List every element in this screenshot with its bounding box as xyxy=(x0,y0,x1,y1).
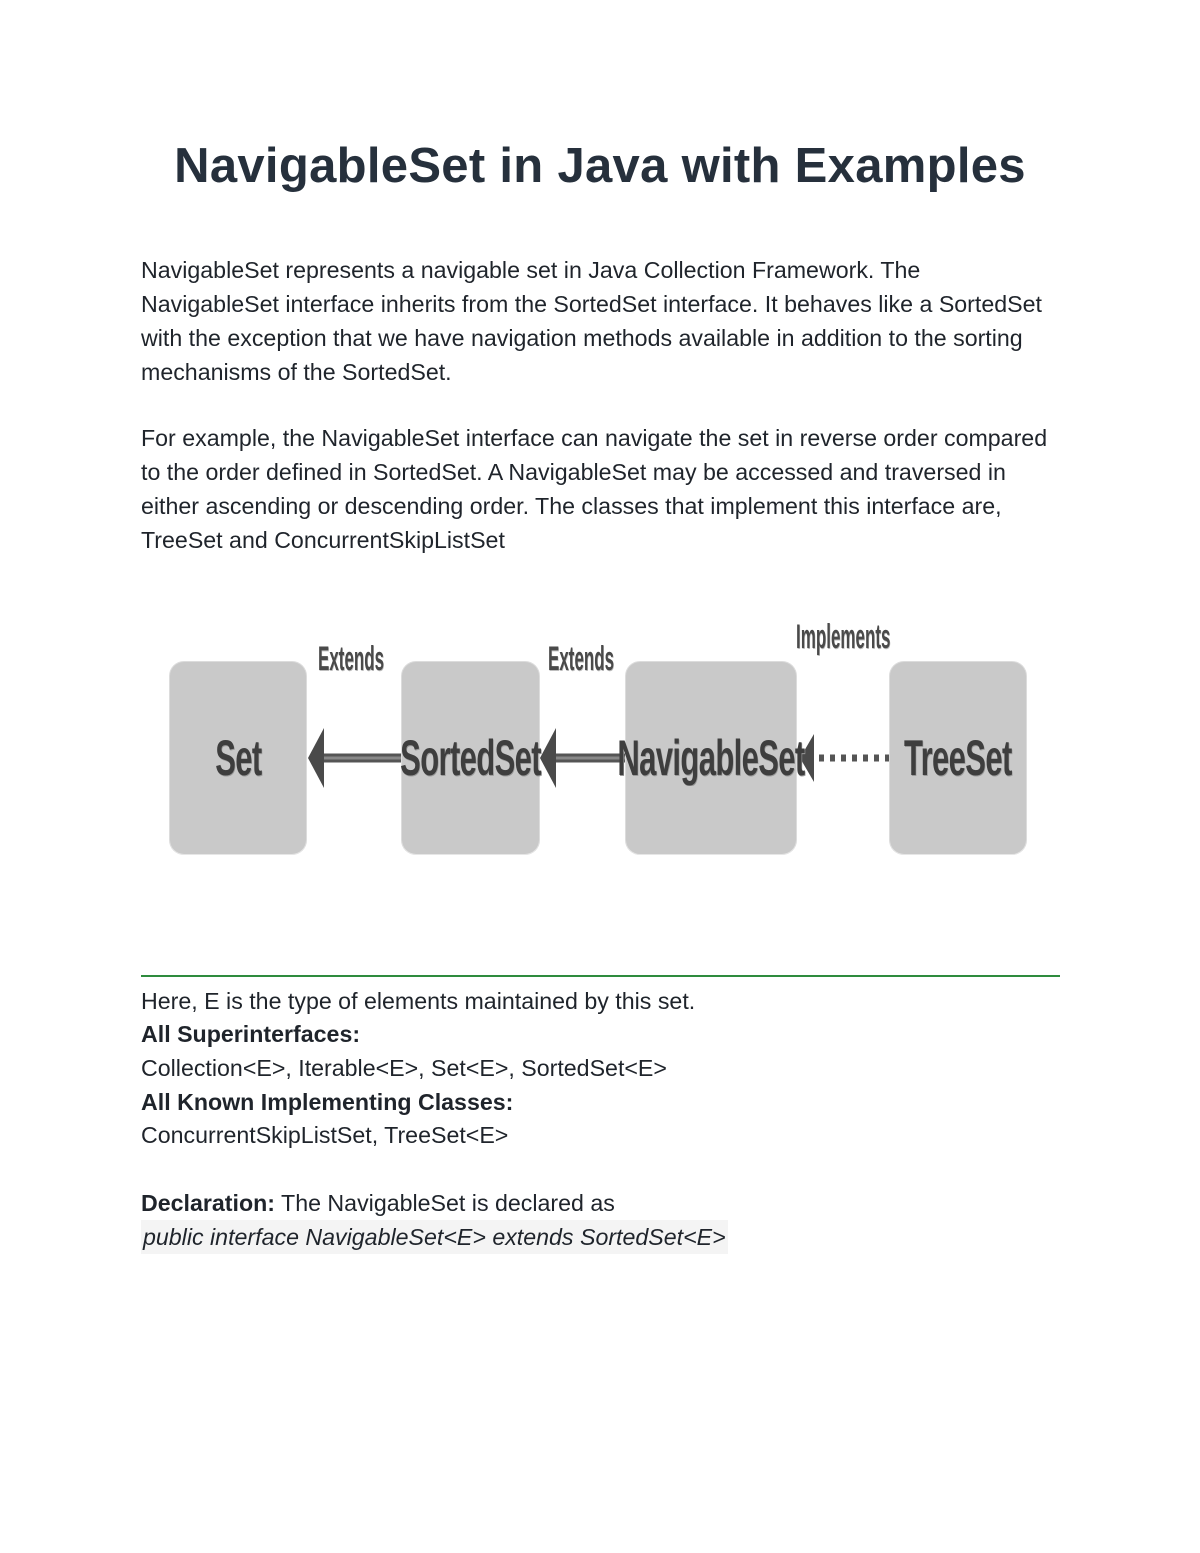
superinterfaces-list: Collection<E>, Iterable<E>, Set<E>, SortedSet<E> xyxy=(141,1055,667,1081)
implements-arrow xyxy=(800,734,890,782)
implementing-list: ConcurrentSkipListSet, TreeSet<E> xyxy=(141,1122,509,1148)
label-implements: Implements xyxy=(796,618,891,656)
node-navigableset: NavigableSet xyxy=(626,662,796,854)
extends-arrow-1 xyxy=(308,728,402,788)
superinterfaces-heading: All Superinterfaces: xyxy=(141,1021,361,1047)
hierarchy-diagram xyxy=(160,610,1040,870)
declaration-line xyxy=(141,1186,615,1220)
section-divider xyxy=(141,975,1060,977)
node-treeset: TreeSet xyxy=(890,662,1026,854)
extends-arrow-2 xyxy=(540,728,626,788)
declaration-label: Declaration: xyxy=(141,1190,276,1216)
intro-paragraph: NavigableSet represents a navigable set in Java Collection Framework. The NavigableSet interface inherits from the SortedSet interface. It behaves like a SortedSet with the exception that we have navigation methods available in addition to the sorting mechanisms of the SortedSet. xyxy=(141,257,1042,385)
node-sortedset: SortedSet xyxy=(402,662,539,854)
node-set: Set xyxy=(170,662,306,854)
page-title: NavigableSet in Java with Examples xyxy=(174,139,1026,193)
declaration-code: public interface NavigableSet<E> extends SortedSet<E> xyxy=(141,1220,728,1254)
declaration-text: The NavigableSet is declared as xyxy=(275,1190,615,1216)
example-paragraph: For example, the NavigableSet interface can navigate the set in reverse order compared to the order defined in SortedSet. A NavigableSet may be accessed and traversed in either ascending or descending order. The classes that implement this interface are, TreeSet and ConcurrentSkipListSet xyxy=(141,425,1048,553)
label-extends-2: Extends xyxy=(548,640,615,678)
implementing-heading: All Known Implementing Classes: xyxy=(141,1089,514,1115)
label-extends-1: Extends xyxy=(318,640,385,678)
type-note: Here, E is the type of elements maintained by this set. xyxy=(141,988,696,1014)
